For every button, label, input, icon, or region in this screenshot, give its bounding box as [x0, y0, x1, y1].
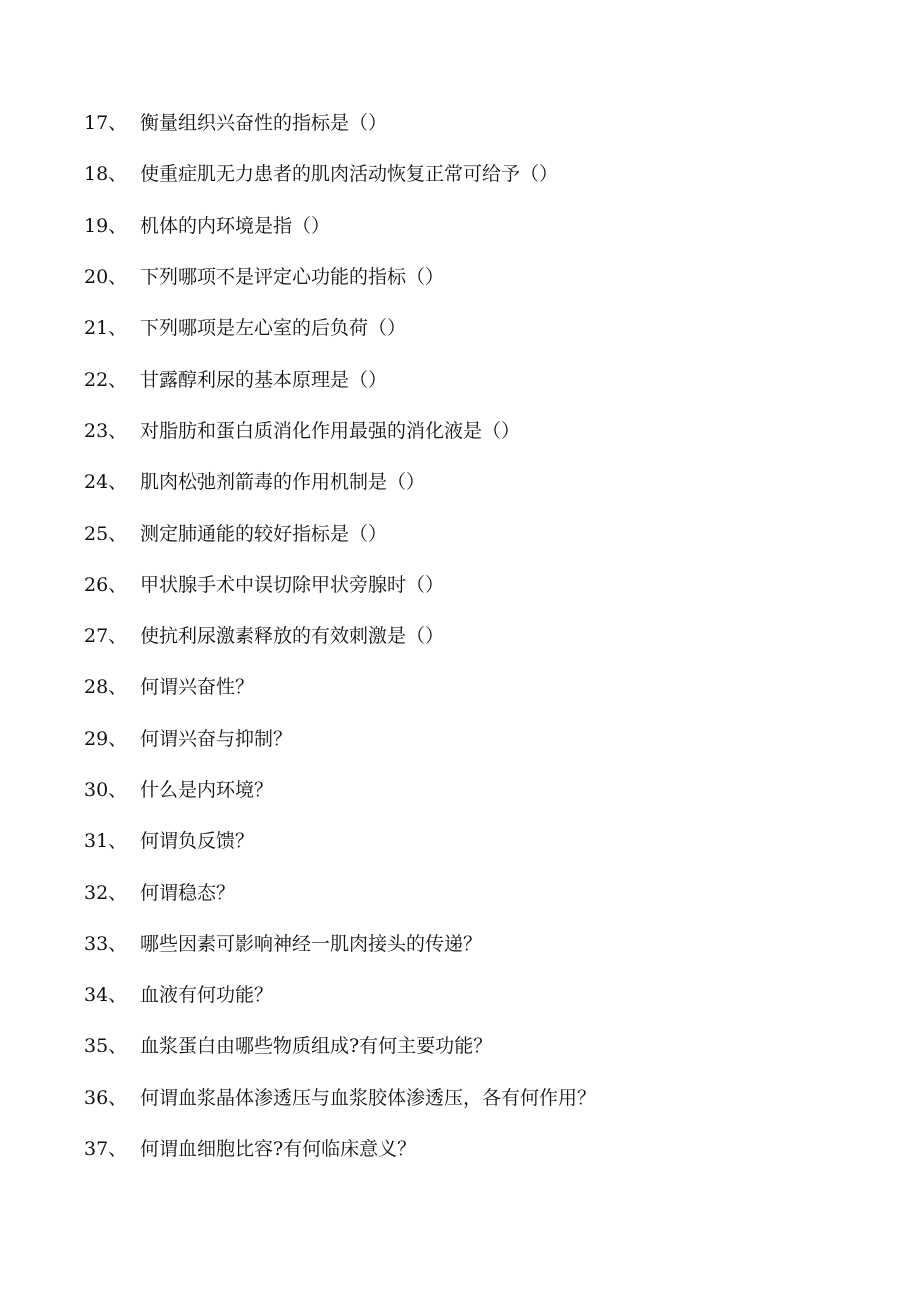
question-number: 33、 — [84, 932, 128, 955]
question-item — [84, 765, 884, 816]
question-list — [84, 98, 884, 1175]
question-item — [84, 252, 884, 303]
question-number: 35、 — [84, 1035, 128, 1058]
question-item — [84, 1021, 884, 1072]
question-item — [84, 919, 884, 970]
question-number: 32、 — [84, 881, 128, 904]
question-text: 下列哪项是左心室的后负荷（） — [140, 317, 407, 340]
question-number: 27、 — [84, 625, 128, 648]
question-number: 19、 — [84, 214, 128, 237]
question-text: 何谓血浆晶体渗透压与血浆胶体渗透压，各有何作用？ — [140, 1086, 597, 1109]
question-item — [84, 201, 884, 252]
question-item — [84, 1124, 884, 1175]
question-item — [84, 560, 884, 611]
question-item — [84, 303, 884, 354]
question-text: 什么是内环境？ — [140, 779, 274, 801]
question-number: 37、 — [84, 1138, 128, 1161]
question-text: 衡量组织兴奋性的指标是（） — [140, 112, 388, 135]
question-text: 血液有何功能？ — [140, 984, 274, 1007]
question-text: 使抗利尿激素释放的有效刺激是（） — [140, 625, 445, 648]
question-item — [84, 98, 884, 149]
question-text: 何谓稳态？ — [140, 881, 236, 904]
question-text: 何谓兴奋与抑制？ — [140, 727, 293, 750]
question-item — [84, 1073, 884, 1124]
question-item — [84, 508, 884, 559]
question-item — [84, 662, 884, 713]
question-text: 哪些因素可影响神经一肌肉接头的传递？ — [140, 932, 483, 955]
question-text: 甘露醇利尿的基本原理是（） — [140, 368, 388, 391]
question-number: 17、 — [84, 112, 128, 135]
question-number: 24、 — [84, 471, 128, 494]
question-number: 23、 — [84, 419, 128, 442]
question-text: 甲状腺手术中误切除甲状旁腺时（） — [140, 573, 445, 596]
question-text: 何谓兴奋性？ — [140, 676, 255, 699]
question-text: 血浆蛋白由哪些物质组成?有何主要功能？ — [140, 1035, 493, 1058]
question-text: 机体的内环境是指（） — [140, 214, 331, 237]
question-number: 26、 — [84, 573, 128, 596]
question-text: 何谓血细胞比容?有何临床意义？ — [140, 1138, 417, 1161]
question-text: 下列哪项不是评定心功能的指标（） — [140, 266, 445, 289]
question-text: 对脂肪和蛋白质消化作用最强的消化液是（） — [140, 419, 521, 442]
question-number: 25、 — [84, 522, 128, 545]
question-number: 18、 — [84, 163, 128, 186]
question-item — [84, 611, 884, 662]
question-item — [84, 149, 884, 200]
question-number: 36、 — [84, 1086, 128, 1109]
question-number: 34、 — [84, 984, 128, 1007]
question-item — [84, 970, 884, 1021]
question-number: 29、 — [84, 727, 128, 750]
question-text: 何谓负反馈？ — [140, 830, 255, 853]
question-text: 使重症肌无力患者的肌肉活动恢复正常可给予（） — [140, 163, 559, 186]
question-item — [84, 406, 884, 457]
question-number: 22、 — [84, 368, 128, 391]
question-item — [84, 867, 884, 918]
question-item — [84, 816, 884, 867]
question-number: 31、 — [84, 830, 128, 853]
question-item — [84, 354, 884, 405]
question-text: 测定肺通能的较好指标是（） — [140, 522, 388, 545]
question-item — [84, 714, 884, 765]
question-number: 28、 — [84, 676, 128, 699]
question-number: 30、 — [84, 779, 128, 801]
question-item — [84, 457, 884, 508]
question-number: 20、 — [84, 266, 128, 289]
question-text: 肌肉松弛剂箭毒的作用机制是（） — [140, 471, 426, 494]
question-number: 21、 — [84, 317, 128, 340]
